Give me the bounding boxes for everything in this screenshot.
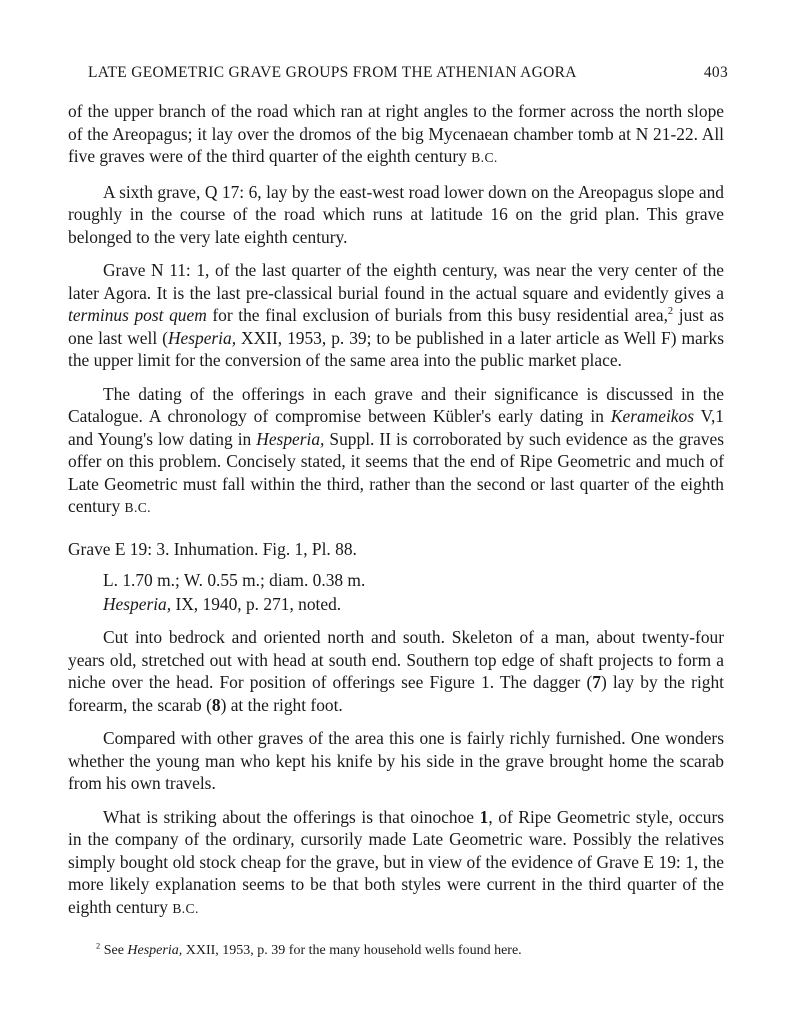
italic-citation: Hesperia, — [127, 943, 183, 958]
text-run: Compared with other graves of the area this one is fairly richly furnished. One wonders whether the young man who kept his knife by his side in the grave brought home the scarab from his own travels. — [68, 728, 724, 793]
catalogue-number: 1 — [479, 806, 489, 827]
text-run: Grave N 11: 1, of the last quarter of the eighth century, was near the very center of the later Agora. It is the last pre-classical burial found in the actual square and evidently gives a — [68, 260, 724, 303]
grave-heading: Grave E 19: 3. Inhumation. Fig. 1, Pl. 88. — [68, 538, 357, 559]
running-title: LATE GEOMETRIC GRAVE GROUPS FROM THE ATHENIAN AGORA — [88, 64, 577, 81]
main-text — [68, 100, 724, 931]
era-abbreviation: B.C. — [124, 500, 151, 515]
footnote-marker: 2 — [96, 941, 101, 951]
italic-citation: Kerameikos — [610, 406, 694, 426]
text-run: Suppl. II is corroborated by such evidence as the graves offer on this problem. Concisely stated, it seems that the end of Ripe Geometric and much of Late Geometric must fall within the third, rather than the second or last quarter of the eighth century — [68, 428, 724, 516]
footnote-reference: 2 — [667, 306, 674, 318]
text-run: The dating of the offerings in each grave and their significance is discussed in the Catalogue. A chronology of compromise between Kübler's early dating in — [68, 383, 724, 426]
italic-citation: Hesperia, — [167, 327, 237, 348]
text-run: Cut into bedrock and oriented north and south. Skeleton of a man, about twenty-four years old, stretched out with head at south end. Southern top edge of shaft projects to form a niche over the head. For position of offerings see Figure 1. The dagger ( — [68, 627, 724, 692]
text-run: A sixth grave, Q 17: 6, lay by the east-west road lower down on the Areopagus slope and roughly in the course of the road which runs at latitude 16 on the grid plan. This grave belonged to the very late eighth century. — [68, 181, 724, 247]
text-run: ) lay by the right forearm, the scarab ( — [68, 672, 724, 715]
paragraph-continuation — [68, 100, 724, 170]
text-run: just as one last well ( — [68, 305, 724, 348]
era-abbreviation: B.C. — [471, 150, 498, 165]
italic-citation: Hesperia, — [256, 428, 325, 449]
text-run: , of Ripe Geometric style, occurs in the company of the ordinary, cursorily made Late Geometric ware. Possibly the relatives simply bought old stock cheap for the grave, but in view of the evidence of Grave E 19: 1, the more likely explanation seems to be that both styles were current in the third quarter of the eighth century — [68, 806, 725, 917]
paragraph-description — [68, 626, 724, 716]
paragraph-grave-n11 — [68, 259, 724, 372]
paragraph-comparison — [68, 727, 724, 795]
grave-reference — [68, 592, 724, 616]
text-run: XXII, 1953, p. 39 for the many household wells found here. — [182, 943, 522, 958]
footnote — [96, 943, 522, 959]
paragraph-sixth-grave — [68, 181, 724, 249]
era-abbreviation: B.C. — [172, 900, 199, 916]
paragraph-dating — [68, 383, 724, 520]
page-number: 403 — [703, 64, 728, 81]
text-run: XXII, 1953, p. 39; to be published in a later article as Well F) marks the upper limit for the conversion of the same area into the public market place. — [68, 327, 724, 370]
text-run: What is striking about the offerings is that oinochoe — [103, 806, 480, 827]
grave-metadata — [68, 568, 724, 616]
text-run: V,1 and Young's low dating in — [68, 406, 724, 449]
text-run: IX, 1940, p. 271, noted. — [171, 594, 342, 614]
italic-term: terminus post quem — [68, 305, 207, 325]
italic-citation: Hesperia, — [103, 594, 172, 614]
text-run: for the final exclusion of burials from this busy residential area, — [206, 305, 668, 325]
text-run: See — [100, 943, 128, 958]
grave-dimensions: L. 1.70 m.; W. 0.55 m.; diam. 0.38 m. — [103, 570, 366, 590]
catalogue-number: 7 — [592, 672, 601, 692]
paragraph-offerings — [68, 806, 724, 921]
text-run: ) at the right foot. — [220, 694, 343, 715]
catalogue-number: 8 — [211, 694, 221, 715]
text-run: of the upper branch of the road which ran at right angles to the former across the north slope of the Areopagus; it lay over the dromos of the big Mycenaean chamber tomb at N 21-22. All five graves were of the third quarter of the eighth century — [68, 101, 724, 166]
